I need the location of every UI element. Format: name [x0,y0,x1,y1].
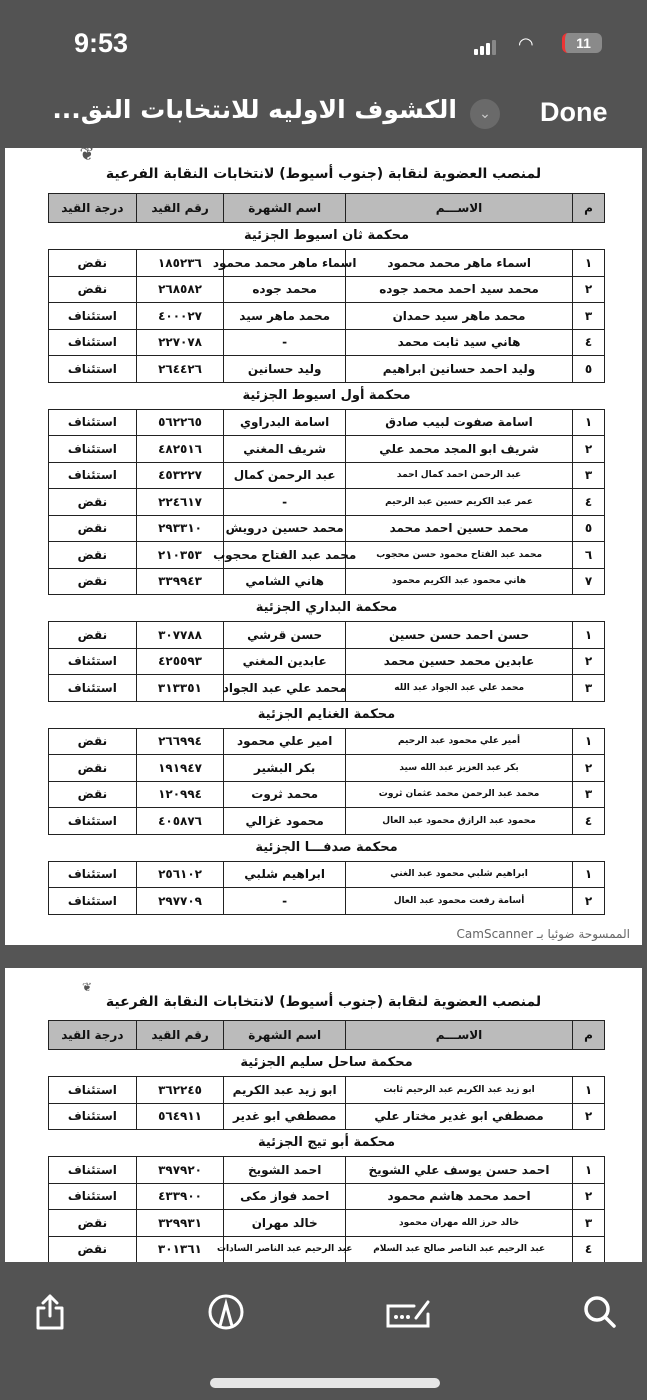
row-number-cell: ٥ [572,516,604,542]
full-name-cell: محمود عبد الرازق محمود عبد العال [345,808,572,834]
table-row [49,622,604,649]
row-number-cell: ٢ [572,436,604,462]
table-row [49,782,604,809]
full-name-cell: احمد محمد هاشم محمود [345,1184,572,1210]
registration-degree-cell: استئناف [67,335,117,350]
table-row [49,356,604,383]
registration-number-cell: ٢٩٧٧٠٩ [136,888,224,914]
page-title: لمنصب العضوية لنقابة (جنوب أسيوط) لانتخابات النقابة الفرعية [105,994,542,1010]
registration-number-cell: ٢١٠٣٥٣ [136,542,224,568]
registration-degree-cell: استئناف [67,654,117,669]
known-as-cell: خالد مهران [223,1210,345,1236]
table-row [49,303,604,330]
row-number-cell: ٤ [572,1237,604,1263]
full-name-cell: هاني سيد ثابت محمد [345,330,572,356]
row-number-cell: ٢ [572,649,604,675]
table-row [49,1237,604,1264]
markup-icon[interactable] [206,1292,246,1332]
header-full-name: الاســـم [345,1021,572,1049]
full-name-cell: محمد حسين احمد محمد [345,516,572,542]
registration-degree-cell: استئناف [67,1109,117,1124]
registration-number-cell: ٣٠٧٧٨٨ [136,622,224,648]
registration-degree-cell: نقض [77,547,108,562]
registration-degree-cell: نقض [77,627,108,642]
registration-degree-cell: نقض [77,282,108,297]
known-as-cell: شريف المغني [223,436,345,462]
full-name-cell: محمد سيد احمد محمد جوده [345,277,572,303]
registration-number-cell: ٤٥٣٢٢٧ [136,463,224,489]
row-number-cell: ١ [572,1157,604,1183]
header-registration-number: رقم القيد [136,194,224,222]
known-as-cell: - [223,330,345,356]
done-button[interactable]: Done [540,97,608,127]
table-row [49,1157,604,1184]
full-name-cell: عمر عبد الكريم حسين عبد الرحيم [345,489,572,515]
court-rows [48,249,605,383]
row-number-cell: ٥ [572,356,604,382]
registration-number-cell: ٣٠١٣٦١ [136,1237,224,1263]
known-as-cell: اسماء ماهر محمد محمود [223,250,345,276]
full-name-cell: اسامة صفوت لبيب صادق [345,410,572,436]
row-number-cell: ٢ [572,1104,604,1130]
registration-degree-cell: استئناف [67,468,117,483]
form-fill-icon[interactable] [384,1292,432,1332]
row-number-cell: ٣ [572,782,604,808]
registration-number-cell: ٣٦٢٢٤٥ [136,1077,224,1103]
registration-degree-cell: نقض [77,1215,108,1230]
registration-number-cell: ٢٢٤٦١٧ [136,489,224,515]
header-registration-degree: درجة القيد [61,201,124,215]
row-number-cell: ١ [572,410,604,436]
registration-degree-cell: استئناف [67,1162,117,1177]
row-number-cell: ١ [572,622,604,648]
row-number-cell: ٤ [572,330,604,356]
full-name-cell: بكر عبد العزيز عبد الله سيد [345,755,572,781]
full-name-cell: محمد ماهر سيد حمدان [345,303,572,329]
page-title: لمنصب العضوية لنقابة (جنوب أسيوط) لانتخابات النقابة الفرعية [105,166,542,182]
court-rows [48,409,605,596]
table-row [49,330,604,357]
emblem-icon: ❦ [81,980,93,994]
registration-number-cell: ١٩١٩٤٧ [136,755,224,781]
known-as-cell: عبد الرحيم عبد الناصر السادات [223,1237,345,1263]
search-icon[interactable] [580,1292,620,1332]
known-as-cell: ابراهيم شلبي [223,862,345,888]
known-as-cell: - [223,489,345,515]
table-row [49,1104,604,1131]
registration-degree-cell: نقض [77,1242,108,1257]
emblem-icon: ❦ [79,144,95,165]
registration-number-cell: ٢٢٧٠٧٨ [136,330,224,356]
known-as-cell: بكر البشير [223,755,345,781]
registration-degree-cell: نقض [77,734,108,749]
full-name-cell: ابراهيم شلبي محمود عبد الغني [345,862,572,888]
registration-number-cell: ٤٨٢٥١٦ [136,436,224,462]
registration-degree-cell: نقض [77,521,108,536]
row-number-cell: ٢ [572,755,604,781]
row-number-cell: ٢ [572,888,604,914]
court-rows [48,621,605,702]
table-row [49,277,604,304]
chevron-down-icon[interactable]: ⌄ [470,99,500,129]
registration-number-cell: ١٢٠٩٩٤ [136,782,224,808]
known-as-cell: ابو زيد عبد الكريم [223,1077,345,1103]
table-header [48,193,605,223]
full-name-cell: خالد حرز الله مهران محمود [345,1210,572,1236]
registration-number-cell: ٣٩٧٩٢٠ [136,1157,224,1183]
known-as-cell: عابدين المغني [223,649,345,675]
table-row [49,436,604,463]
battery-icon: 11 [562,33,602,53]
full-name-cell: ابو زيد عبد الكريم عبد الرحيم ثابت [345,1077,572,1103]
known-as-cell: محمد ماهر سيد [223,303,345,329]
registration-number-cell: ٢٩٣٣١٠ [136,516,224,542]
row-number-cell: ١ [572,1077,604,1103]
registration-degree-cell: استئناف [67,308,117,323]
registration-number-cell: ٥٦٢٢٦٥ [136,410,224,436]
document-title[interactable]: الكشوف الاوليه للانتخابات النق... [52,95,457,124]
registration-number-cell: ٤٢٥٥٩٣ [136,649,224,675]
court-rows [48,861,605,915]
court-rows [48,728,605,835]
table-row [49,862,604,889]
row-number-cell: ٣ [572,1210,604,1236]
registration-number-cell: ٣٣٩٩٤٣ [136,569,224,595]
registration-degree-cell: استئناف [67,1082,117,1097]
table-row [49,410,604,437]
row-number-cell: ٣ [572,303,604,329]
registration-number-cell: ٤٠٥٨٧٦ [136,808,224,834]
registration-degree-cell: نقض [77,574,108,589]
registration-degree-cell: نقض [77,787,108,802]
full-name-cell: شريف ابو المجد محمد علي [345,436,572,462]
header-row-number: م [572,194,604,222]
registration-degree-cell: استئناف [67,441,117,456]
home-indicator[interactable] [210,1378,440,1388]
header-known-as: اسم الشهرة [223,1021,345,1049]
full-name-cell: عابدين محمد حسين محمد [345,649,572,675]
full-name-cell: محمد عبد الفتاح محمود حسن محجوب [345,542,572,568]
status-bar [0,0,647,85]
known-as-cell: احمد الشويخ [223,1157,345,1183]
row-number-cell: ٢ [572,277,604,303]
registration-degree-cell: استئناف [67,893,117,908]
full-name-cell: محمد عبد الرحمن محمد عثمان ثروت [345,782,572,808]
pdf-page-1 [5,144,642,945]
full-name-cell: اسماء ماهر محمد محمود [345,250,572,276]
court-heading: محكمة ثان اسيوط الجزئية [243,228,410,243]
row-number-cell: ٣ [572,463,604,489]
share-icon[interactable] [30,1292,70,1332]
registration-degree-cell: استئناف [67,813,117,828]
members-table [48,1020,605,1263]
scanner-watermark: الممسوحة ضوئيا بـ CamScanner [456,927,630,941]
registration-number-cell: ٣٢٩٩٣١ [136,1210,224,1236]
table-row [49,1210,604,1237]
row-number-cell: ٧ [572,569,604,595]
row-number-cell: ١ [572,729,604,755]
registration-degree-cell: نقض [77,494,108,509]
header-full-name: الاســـم [345,194,572,222]
table-row [49,250,604,277]
known-as-cell: احمد فواز مكى [223,1184,345,1210]
header-known-as: اسم الشهرة [223,194,345,222]
known-as-cell: امير علي محمود [223,729,345,755]
pdf-page-2 [5,968,642,1268]
known-as-cell: محمد جوده [223,277,345,303]
full-name-cell: وليد احمد حسانين ابراهيم [345,356,572,382]
court-heading: محكمة الغنايم الجزئية [257,706,396,722]
table-row [49,808,604,835]
known-as-cell: وليد حسانين [223,356,345,382]
table-row [49,755,604,782]
court-rows [48,1076,605,1130]
table-row [49,542,604,569]
court-heading: محكمة أبو تيج الجزئية [257,1135,396,1150]
table-row [49,1077,604,1104]
known-as-cell: اسامة البدراوي [223,410,345,436]
court-heading: محكمة ساحل سليم الجزئية [240,1055,413,1070]
nav-bar [0,85,647,148]
full-name-cell: عبد الرحمن احمد كمال احمد [345,463,572,489]
table-row [49,569,604,596]
registration-degree-cell: نقض [77,760,108,775]
table-header [48,1020,605,1050]
court-heading: محكمة صدفـــا الجزئية [255,839,398,855]
registration-degree-cell: استئناف [67,680,117,695]
members-table [48,193,605,915]
row-number-cell: ٤ [572,808,604,834]
court-heading: محكمة البداري الجزئية [255,600,398,615]
registration-number-cell: ٢٥٦١٠٢ [136,862,224,888]
registration-number-cell: ٢٦٤٤٢٦ [136,356,224,382]
known-as-cell: - [223,888,345,914]
full-name-cell: محمد علي عبد الجواد عبد الله [345,675,572,701]
table-row [49,729,604,756]
known-as-cell: محمود غزالي [223,808,345,834]
clock: 9:53 [74,28,129,58]
wifi-icon: ◠ [518,34,534,55]
court-rows [48,1156,605,1263]
table-row [49,649,604,676]
registration-degree-cell: استئناف [67,1189,117,1204]
table-row [49,1184,604,1211]
known-as-cell: محمد علي عبد الجواد [223,675,345,701]
row-number-cell: ٢ [572,1184,604,1210]
registration-number-cell: ٢٦٦٩٩٤ [136,729,224,755]
row-number-cell: ٤ [572,489,604,515]
row-number-cell: ٦ [572,542,604,568]
known-as-cell: محمد عبد الفتاح محجوب [223,542,345,568]
table-row [49,516,604,543]
header-row-number: م [572,1021,604,1049]
registration-number-cell: ٣١٣٣٥١ [136,675,224,701]
full-name-cell: مصطفي ابو غدير مختار علي [345,1104,572,1130]
full-name-cell: أمير علي محمود عبد الرحيم [345,729,572,755]
row-number-cell: ١ [572,862,604,888]
row-number-cell: ٣ [572,675,604,701]
registration-number-cell: ٤٠٠٠٢٧ [136,303,224,329]
registration-degree-cell: استئناف [67,867,117,882]
table-row [49,888,604,915]
header-registration-degree: درجة القيد [61,1028,124,1042]
court-heading: محكمة أول اسيوط الجزئية [242,387,411,403]
header-registration-number: رقم القيد [136,1021,224,1049]
full-name-cell: احمد حسن يوسف علي الشويخ [345,1157,572,1183]
row-number-cell: ١ [572,250,604,276]
known-as-cell: مصطفي ابو غدير [223,1104,345,1130]
registration-degree-cell: نقض [77,255,108,270]
table-row [49,489,604,516]
known-as-cell: محمد ثروت [223,782,345,808]
registration-number-cell: ٥٦٤٩١١ [136,1104,224,1130]
known-as-cell: حسن قرشي [223,622,345,648]
registration-number-cell: ٢٦٨٥٨٢ [136,277,224,303]
full-name-cell: عبد الرحيم عبد الناصر صالح عبد السلام [345,1237,572,1263]
cellular-signal-icon [474,40,496,55]
full-name-cell: حسن احمد حسن حسين [345,622,572,648]
registration-number-cell: ٤٣٣٩٠٠ [136,1184,224,1210]
known-as-cell: هاني الشامي [223,569,345,595]
known-as-cell: عبد الرحمن كمال [223,463,345,489]
registration-number-cell: ١٨٥٢٣٦ [136,250,224,276]
registration-degree-cell: استئناف [67,415,117,430]
full-name-cell: أسامة رفعت محمود عبد العال [345,888,572,914]
full-name-cell: هاني محمود عبد الكريم محمود [345,569,572,595]
table-row [49,675,604,702]
table-row [49,463,604,490]
known-as-cell: محمد حسين درويش [223,516,345,542]
registration-degree-cell: استئناف [67,361,117,376]
